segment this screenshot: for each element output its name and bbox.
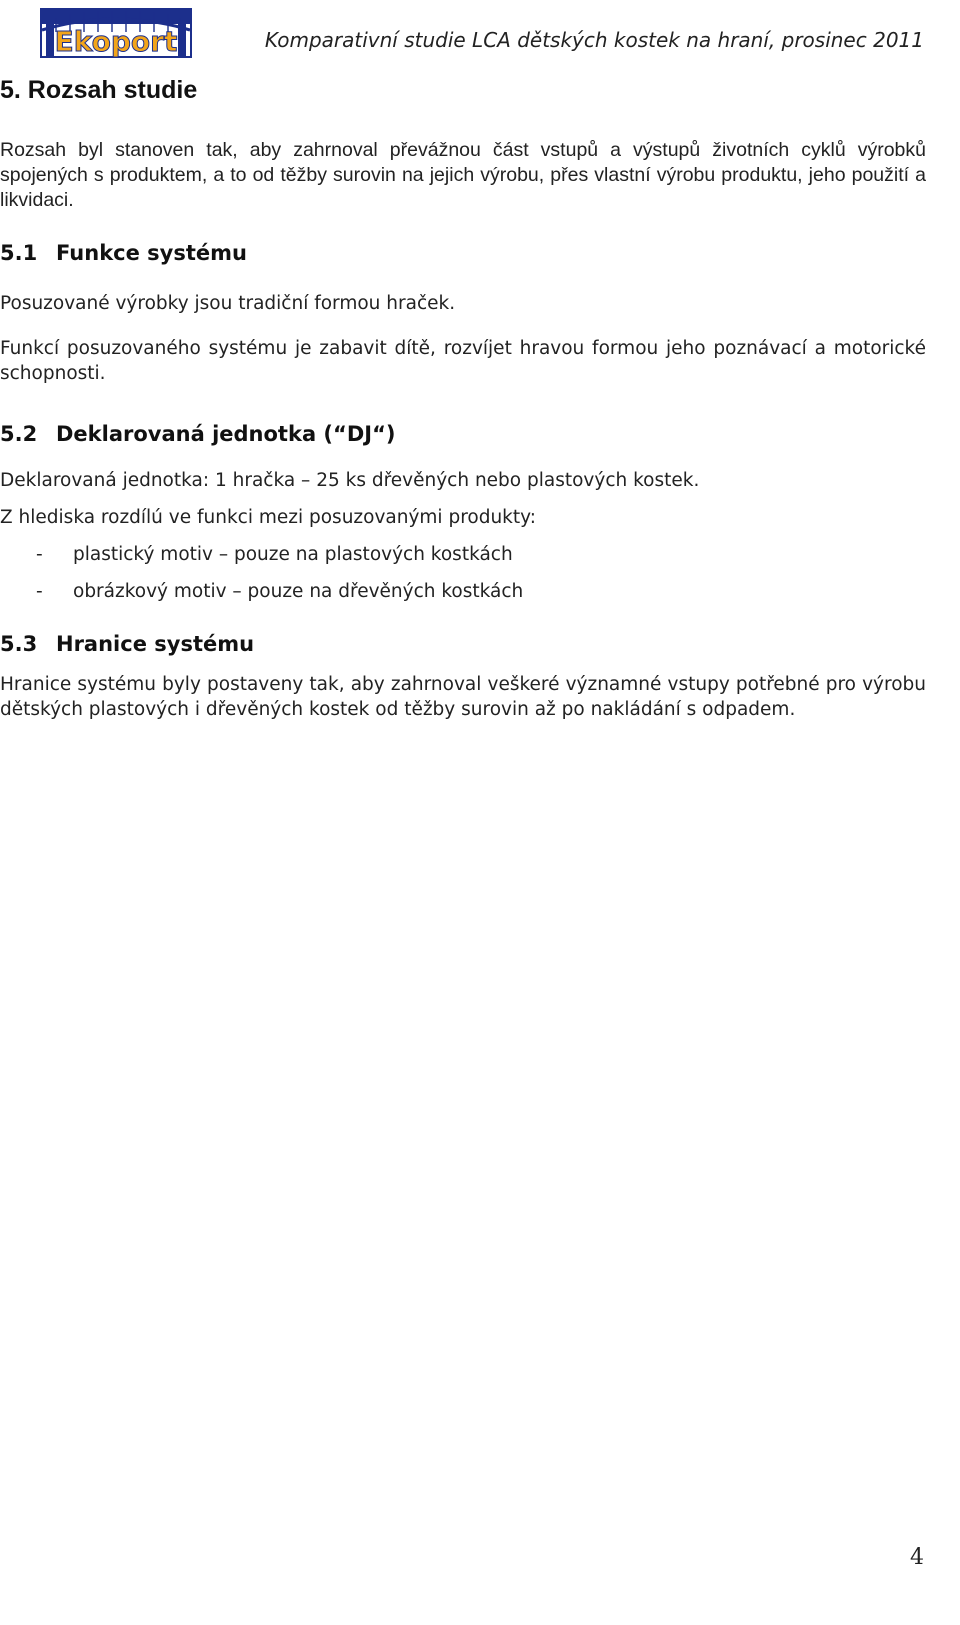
section-5-paragraph: Rozsah byl stanoven tak, aby zahrnoval převážnou část vstupů a výstupů životních cyklů výrobků spojených s produktem, a to od těžby surovin na jejich výrobu, přes vlastní výrobu produktu, jeho použití a likvidaci. — [0, 139, 926, 211]
list-dash: - — [36, 544, 43, 565]
running-header-title: Komparativní studie LCA dětských kostek na hraní, prosinec 2011 — [264, 28, 924, 52]
section-5-3-heading — [0, 630, 926, 658]
main-content — [0, 74, 926, 722]
section-5-3-title: Hranice systému — [56, 632, 255, 656]
section-5-heading: 5. Rozsah studie — [0, 76, 198, 104]
logo-text: Ekoport — [54, 25, 178, 58]
section-5-1-number: 5.1 — [0, 241, 38, 265]
section-5-1-paragraph-1: Posuzované výrobky jsou tradiční formou hraček. — [0, 293, 456, 314]
section-5-2-paragraph-1: Deklarovaná jednotka: 1 hračka – 25 ks dřevěných nebo plastových kostek. — [0, 470, 700, 491]
section-5-2-title: Deklarovaná jednotka (“DJ“) — [56, 422, 396, 446]
section-5-2-paragraph-2: Z hlediska rozdílú ve funkci mezi posuzovanými produkty: — [0, 507, 536, 528]
page-number: 4 — [910, 1545, 924, 1570]
section-5-3-number: 5.3 — [0, 632, 38, 656]
list-item-text: plastický motiv – pouze na plastových kostkách — [73, 544, 513, 565]
section-5-1-heading — [0, 239, 926, 267]
section-5-2-heading — [0, 420, 926, 448]
list-item — [0, 542, 926, 567]
section-5-3-paragraph: Hranice systému byly postaveny tak, aby zahrnoval veškeré významné vstupy potřebné pro výrobu dětských plastových i dřevěných kostek od těžby surovin až po nakládání s odpadem. — [0, 674, 926, 720]
list-item-text: obrázkový motiv – pouze na dřevěných kostkách — [73, 581, 524, 602]
list-dash: - — [36, 581, 43, 602]
list-item — [0, 579, 926, 604]
section-5-1-paragraph-2: Funkcí posuzovaného systému je zabavit dítě, rozvíjet hravou formou jeho poznávací a motorické schopnosti. — [0, 338, 926, 384]
section-5-1-title: Funkce systému — [56, 241, 247, 265]
section-5-2-number: 5.2 — [0, 422, 38, 446]
ekoport-logo — [40, 8, 192, 58]
functional-difference-list — [0, 542, 926, 604]
